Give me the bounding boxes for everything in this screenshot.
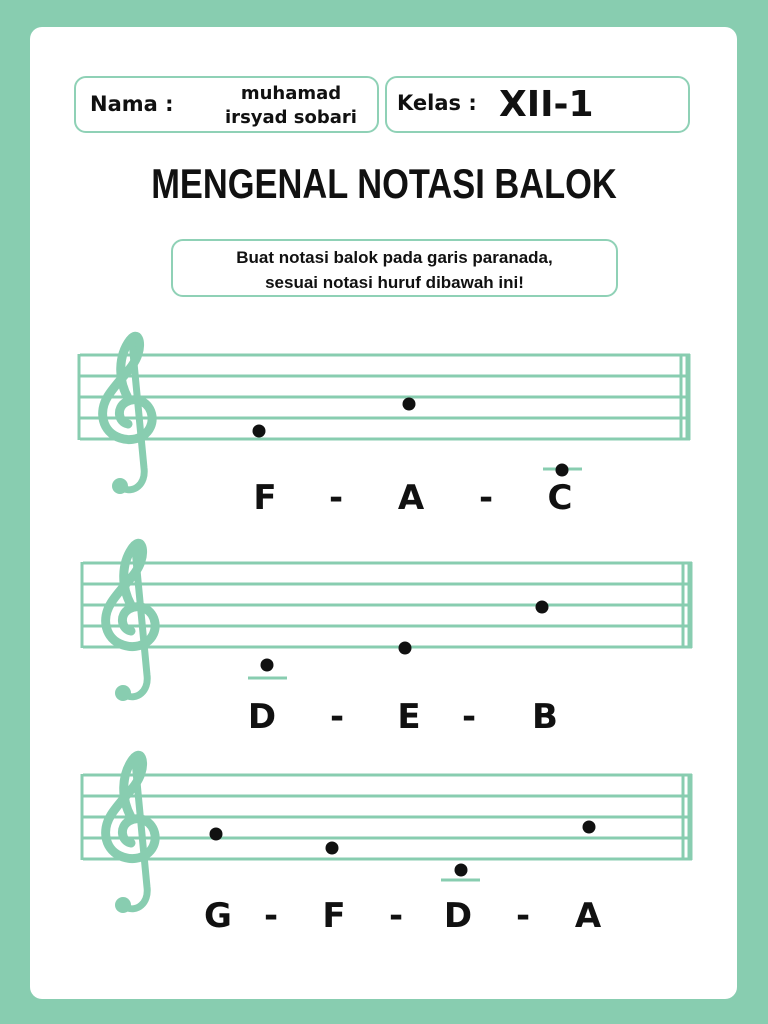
note-head xyxy=(536,601,549,614)
note-letter: F xyxy=(253,478,277,518)
note-head xyxy=(403,398,416,411)
note-head xyxy=(583,821,596,834)
note-separator: - xyxy=(478,478,494,518)
page-title: MENGENAL NOTASI BALOK xyxy=(151,160,617,207)
note-letter: F xyxy=(322,896,346,936)
note-head xyxy=(253,425,266,438)
name-value-line2: irsyad sobari xyxy=(225,107,357,128)
staff-2[interactable] xyxy=(82,543,692,701)
note-letter: D xyxy=(247,697,277,737)
note-letter: B xyxy=(532,697,558,737)
treble-clef-icon xyxy=(103,336,153,494)
treble-clef-icon xyxy=(106,755,156,913)
staff-1[interactable] xyxy=(79,336,690,494)
instruction-line1: Buat notasi balok pada garis paranada, xyxy=(236,248,553,267)
note-head xyxy=(210,828,223,841)
note-letter: G xyxy=(204,896,232,936)
note-separator: - xyxy=(461,697,477,737)
note-separator: - xyxy=(329,697,345,737)
note-letter: A xyxy=(397,478,425,518)
note-separator: - xyxy=(388,896,404,936)
treble-clef-icon xyxy=(106,543,156,701)
name-label: Nama : xyxy=(90,92,174,116)
note-separator: - xyxy=(515,896,531,936)
note-head xyxy=(556,464,569,477)
name-value-line1: muhamad xyxy=(240,83,342,104)
note-letters-1 xyxy=(0,478,768,522)
class-value[interactable]: XII-1 xyxy=(499,84,594,125)
note-head xyxy=(261,659,274,672)
note-letter: D xyxy=(443,896,473,936)
note-separator: - xyxy=(263,896,279,936)
class-label: Kelas : xyxy=(397,91,477,115)
staff-3[interactable] xyxy=(82,755,692,913)
note-letters-3 xyxy=(0,896,768,940)
instruction-line2: sesuai notasi huruf dibawah ini! xyxy=(265,273,524,292)
note-letter: C xyxy=(547,478,573,518)
note-head xyxy=(399,642,412,655)
note-letter: E xyxy=(397,697,421,737)
note-head xyxy=(326,842,339,855)
note-letter: A xyxy=(574,896,602,936)
note-letters-2 xyxy=(0,697,768,741)
note-separator: - xyxy=(328,478,344,518)
note-head xyxy=(455,864,468,877)
